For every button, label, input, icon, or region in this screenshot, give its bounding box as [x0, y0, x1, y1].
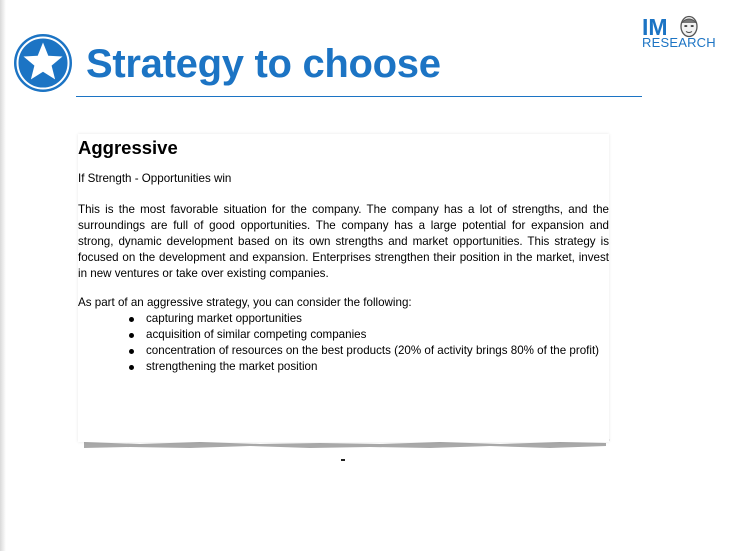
logo-text-research: RESEARCH [642, 35, 716, 50]
page-title: Strategy to choose [86, 42, 441, 86]
list-item: capturing market opportunities [128, 311, 599, 327]
strategy-options-list [128, 311, 599, 375]
list-item: acquisition of similar competing companies [128, 327, 599, 343]
slide-left-edge [0, 0, 6, 551]
logo-text-im: IM [642, 14, 668, 40]
card-content [78, 134, 609, 373]
star-icon [13, 33, 73, 93]
list-item: concentration of resources on the best products (20% of activity brings 80% of the profit) [128, 343, 599, 359]
title-underline [76, 96, 642, 97]
list-item: strengthening the market position [128, 359, 599, 375]
brand-logo [642, 13, 722, 53]
card-subtitle: If Strength - Opportunities win [78, 172, 232, 185]
strategy-card [78, 134, 609, 442]
card-body-paragraph: This is the most favorable situation for the company. The company has a lot of strengths, and the surroundings are full of good opportunities. The company has a large potential for expansion and strong, dynamic development based on its own strengths and market opportunities. This strategy is focused on the development and expansion. Enterprises strengthen their position in the market, invest in new ventures or take over existing companies. [78, 203, 609, 280]
card-heading: Aggressive [78, 137, 178, 158]
decorative-dash [341, 459, 345, 461]
card-list-intro: As part of an aggressive strategy, you can consider the following: [78, 296, 412, 309]
